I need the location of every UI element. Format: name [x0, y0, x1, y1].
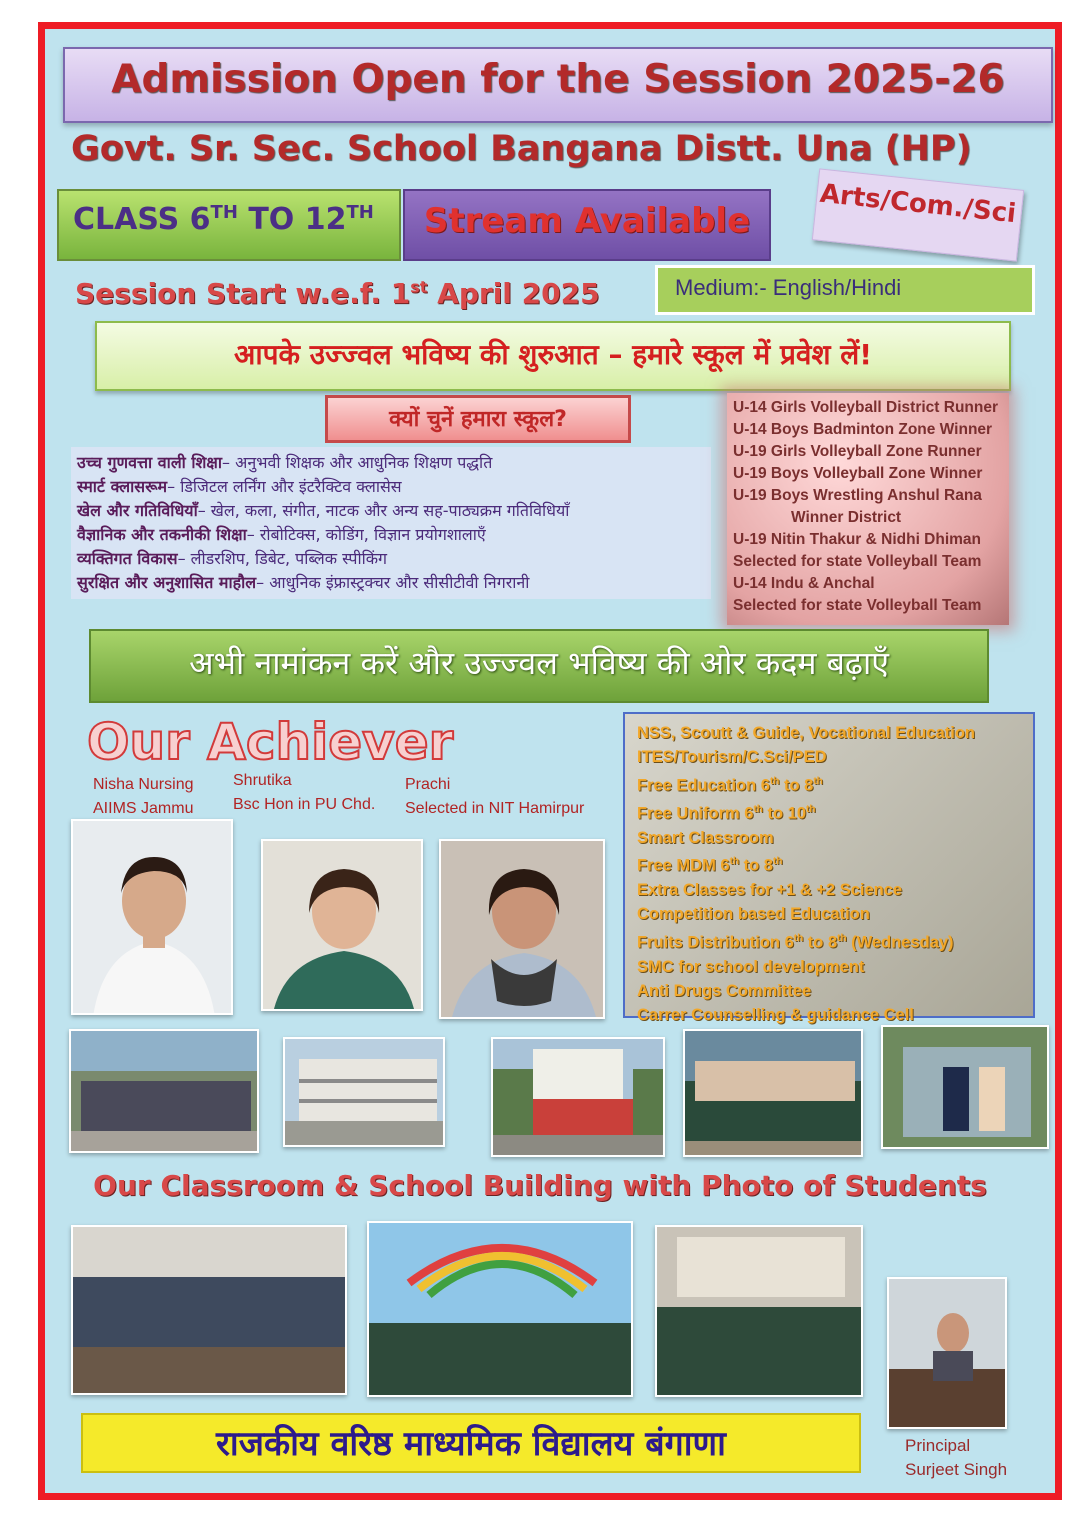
achiever-photo-shrutika	[261, 839, 423, 1011]
gallery-caption: Our Classroom & School Building with Photo of Students	[93, 1169, 987, 1202]
gallery-photo-classroom-2	[367, 1221, 633, 1397]
facility-item: Free MDM 6th to 8th	[637, 856, 783, 875]
achievement-item: U-14 Boys Badminton Zone Winner	[733, 421, 993, 438]
medium-text: Medium:- English/Hindi	[675, 275, 902, 300]
gallery-photo-classroom-3	[655, 1225, 863, 1397]
achievement-item: Selected for state Volleyball Team	[733, 553, 982, 570]
poster-frame	[38, 22, 1062, 1500]
achievement-item: Winner District	[791, 509, 902, 526]
streams-list: Arts/Com./Sci	[818, 178, 1018, 230]
achievement-item: U-19 Boys Volleyball Zone Winner	[733, 465, 983, 482]
achiever-label-shrutika: Shrutika Bsc Hon in PU Chd.	[233, 772, 376, 813]
gallery-photo-students	[683, 1029, 863, 1157]
feature-item: खेल और गतिविधियाँ– खेल, कला, संगीत, नाटक और अन्य सह-पाठ्यक्रम गतिविधियाँ	[77, 501, 570, 520]
achiever-label-prachi: Prachi Selected in NIT Hamirpur	[405, 776, 585, 817]
achievements-list	[733, 397, 1023, 617]
gallery-photo-building	[283, 1037, 445, 1147]
facility-item: Carrer Counselling & guidance Cell	[637, 1006, 914, 1025]
feature-item: वैज्ञानिक और तकनीकी शिक्षा– रोबोटिक्स, कोडिंग, विज्ञान प्रयोगशालाएँ	[77, 525, 486, 544]
achiever-title: Our Achiever	[87, 713, 454, 771]
principal-label: Principal Surjeet Singh	[905, 1436, 1008, 1479]
facility-item: ITES/Tourism/C.Sci/PED	[637, 748, 827, 767]
stream-available: Stream Available	[423, 201, 751, 241]
school-name: Govt. Sr. Sec. School Bangana Distt. Una (HP)	[71, 129, 972, 169]
gallery-photo-classroom-1	[71, 1225, 347, 1395]
features-list	[71, 447, 711, 599]
enroll-hindi: अभी नामांकन करें और उज्ज्वल भविष्य की ओर कदम बढ़ाएँ	[189, 644, 889, 682]
achiever-label-nisha: Nisha Nursing AIIMS Jammu	[93, 776, 194, 817]
achiever-photo-nisha	[71, 819, 233, 1015]
achievement-item: U-19 Girls Volleyball Zone Runner	[733, 443, 982, 460]
achiever-photo-prachi	[439, 839, 605, 1019]
gallery-photo-event	[881, 1025, 1049, 1149]
facility-item: Free Education 6th to 8th	[637, 775, 823, 795]
feature-item: सुरक्षित और अनुशासित माहौल– आधुनिक इंफ्रास्ट्रक्चर और सीसीटीवी निगरानी	[77, 573, 530, 592]
achievement-item: U-14 Girls Volleyball District Runner	[733, 399, 999, 416]
feature-item: उच्च गुणवत्ता वाली शिक्षा– अनुभवी शिक्षक और आधुनिक शिक्षण पद्धति	[77, 453, 493, 472]
facility-item: NSS, Scoutt & Guide, Vocational Education	[637, 724, 975, 742]
achievement-item: U-14 Indu & Anchal	[733, 575, 875, 592]
tagline-hindi: आपके उज्ज्वल भविष्य की शुरुआत – हमारे स्कूल में प्रवेश लें!	[234, 338, 872, 371]
session-start: Session Start w.e.f. 1st April 2025	[75, 277, 600, 310]
feature-item: व्यक्तिगत विकास– लीडरशिप, डिबेट, पब्लिक स्पीकिंग	[77, 549, 388, 568]
page-title: Admission Open for the Session 2025-26	[111, 57, 1005, 102]
facilities-list	[637, 721, 1027, 1028]
facility-item: Extra Classes for +1 & +2 Science	[637, 880, 903, 899]
achievement-item: U-19 Boys Wrestling Anshul Rana	[733, 487, 982, 504]
class-range: CLASS 6TH TO 12TH	[73, 202, 374, 237]
principal-photo	[887, 1277, 1007, 1429]
feature-item: स्मार्ट क्लासरूम– डिजिटल लर्निंग और इंटरैक्टिव क्लासेस	[77, 477, 402, 496]
facility-item: Smart Classroom	[637, 828, 774, 847]
facility-item: SMC for school development	[637, 957, 865, 976]
why-title: क्यों चुनें हमारा स्कूल?	[389, 407, 567, 432]
facility-item: Anti Drugs Committee	[637, 982, 812, 1001]
facility-item: Competition based Education	[637, 905, 870, 924]
facility-item: Free Uniform 6th to 10th	[637, 803, 816, 823]
footer-school-hindi: राजकीय वरिष्ठ माध्यमिक विद्यालय बंगाणा	[216, 1424, 726, 1464]
gallery-photo-group	[69, 1029, 259, 1153]
gallery-photo-gate	[491, 1037, 665, 1157]
facility-item: Fruits Distribution 6th to 8th (Wednesday)	[637, 932, 954, 952]
achievement-item: Selected for state Volleyball Team	[733, 597, 982, 614]
achievement-item: U-19 Nitin Thakur & Nidhi Dhiman	[733, 531, 982, 548]
